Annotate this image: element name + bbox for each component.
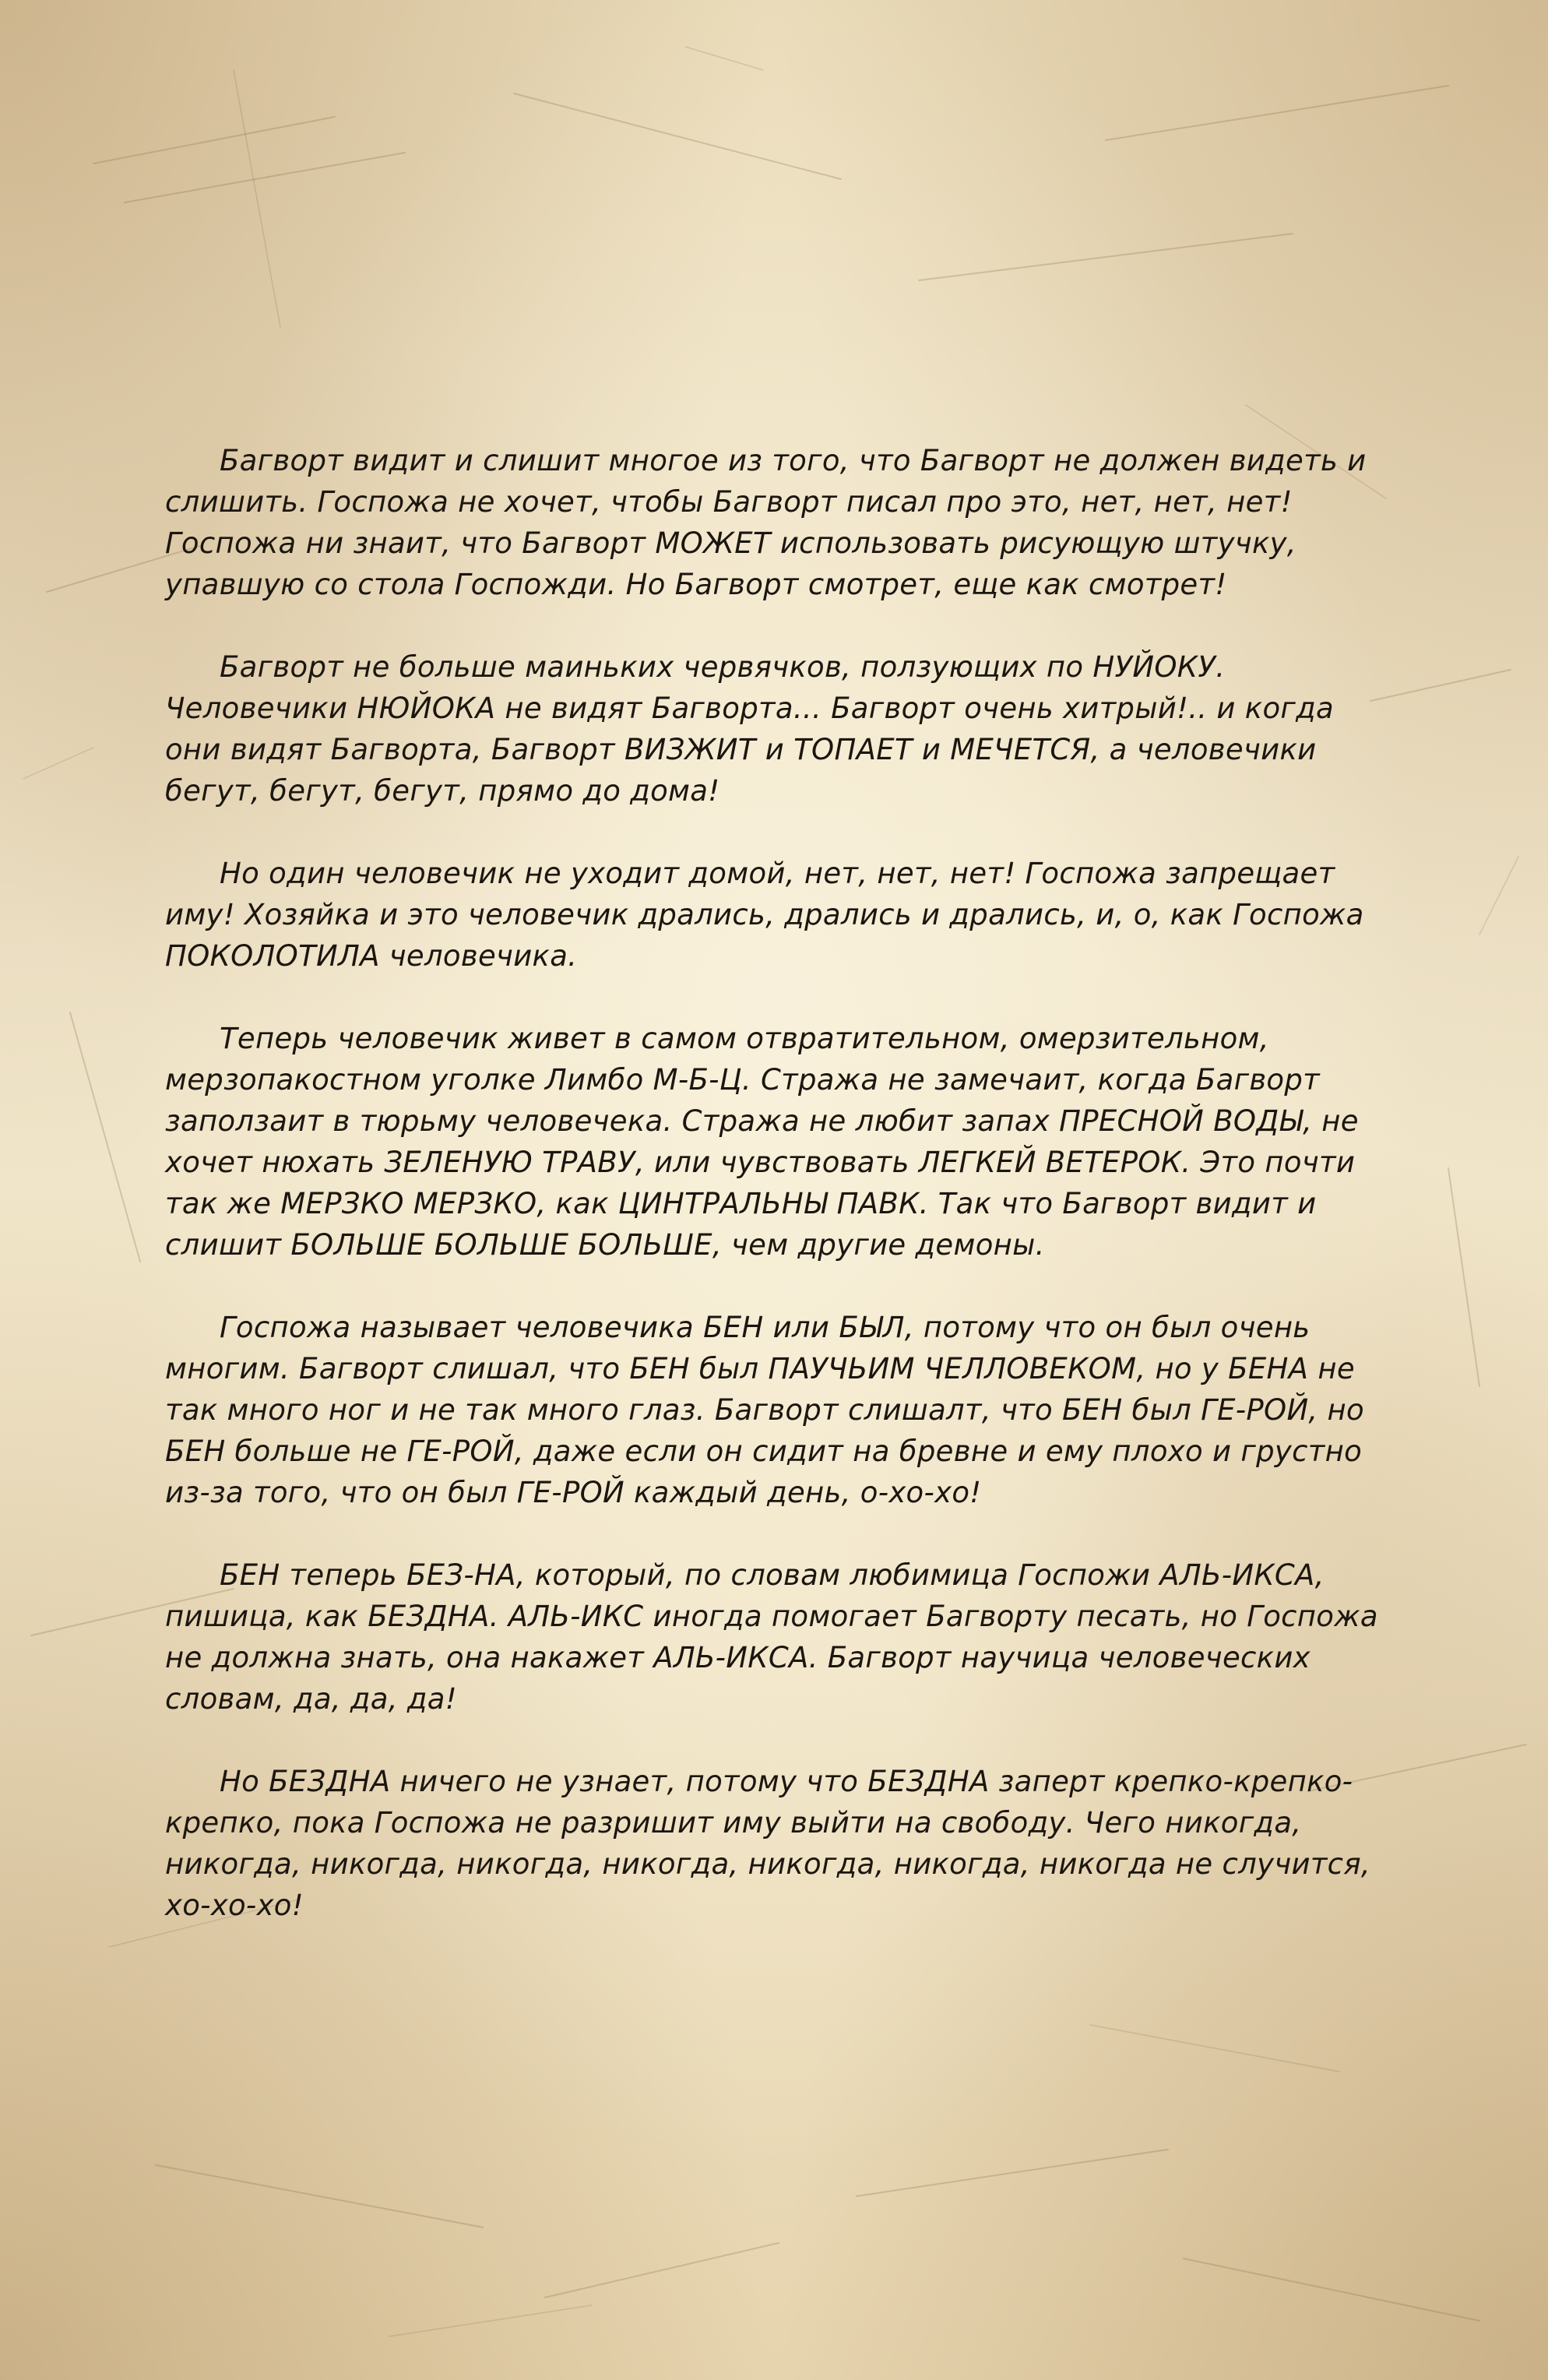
bugworth-letter [165,440,1395,1967]
letter-paragraph-6: БЕН теперь БЕЗ-НА, который, по словам любимица Госпожи АЛЬ-ИКСА, пишица, как БЕЗДНА. АЛЬ-ИКС иногда помогает Багворту песать, но Госпожа не должна знать, она накажет АЛЬ-ИКСА. Багворт научица человеческих словам, да, да, да! [165,1558,1378,1716]
letter-paragraph-7: Но БЕЗДНА ничего не узнает, потому что БЕЗДНА заперт крепко-крепко-крепко, пока Госпожа не разришит иму выйти на свободу. Чего никогда, никогда, никогда, никогда, никогда, никогда, никогда, никогда не случится, хо-хо-хо! [165,1765,1370,1922]
letter-paragraph-3: Но один человечик не уходит домой, нет, нет, нет! Госпожа запрещает иму! Хозяйка и это человечик дрались, дрались и дрались, и, о, как Госпожа ПОКОЛОТИЛА человечика. [165,857,1364,973]
letter-paragraph-5: Госпожа называет человечика БЕН или БЫЛ, потому что он был очень многим. Багворт слишал, что БЕН был ПАУЧЬИМ ЧЕЛЛОВЕКОМ, но у БЕНА не так много ног и не так много глаз. Багворт слишалт, что БЕН был ГЕ-РОЙ, но БЕН больше не ГЕ-РОЙ, даже если он сидит на бревне и ему плохо и грустно из-за того, что он был ГЕ-РОЙ каждый день, о-хо-хо! [165,1311,1364,1509]
letter-paragraph-2: Багворт не больше маиньких червячков, ползующих по НУЙОКУ. Человечики НЮЙОКА не видят Багворта... Багворт очень хитрый!.. и когда они видят Багворта, Багворт ВИЗЖИТ и ТОПАЕТ и МЕЧЕТСЯ, а человечики бегут, бегут, бегут, прямо до дома! [165,650,1334,808]
letter-paragraph-1: Багворт видит и слишит многое из того, что Багворт не должен видеть и слишить. Госпожа не хочет, чтобы Багворт писал про это, нет, нет, нет! Госпожа ни знаит, что Багворт МОЖЕТ использовать рисующую штучку, упавшую со стола Госпожди. Но Багворт смотрет, еще как смотрет! [165,444,1367,601]
letter-paragraph-4: Теперь человечик живет в самом отвратительном, омерзительном, мерзопакостном уголке Лимбо М-Б-Ц. Стража не замечаит, когда Багворт заползаит в тюрьму человечека. Стража не любит запах ПРЕСНОЙ ВОДЫ, не хочет нюхать ЗЕЛЕНУЮ ТРАВУ, или чувствовать ЛЕГКЕЙ ВЕТЕРОК. Это почти так же МЕРЗКО МЕРЗКО, как ЦИНТРАЛЬНЫ ПАВК. Так что Багворт видит и слишит БОЛЬШЕ БОЛЬШЕ БОЛЬШЕ, чем другие демоны. [165,1022,1359,1262]
